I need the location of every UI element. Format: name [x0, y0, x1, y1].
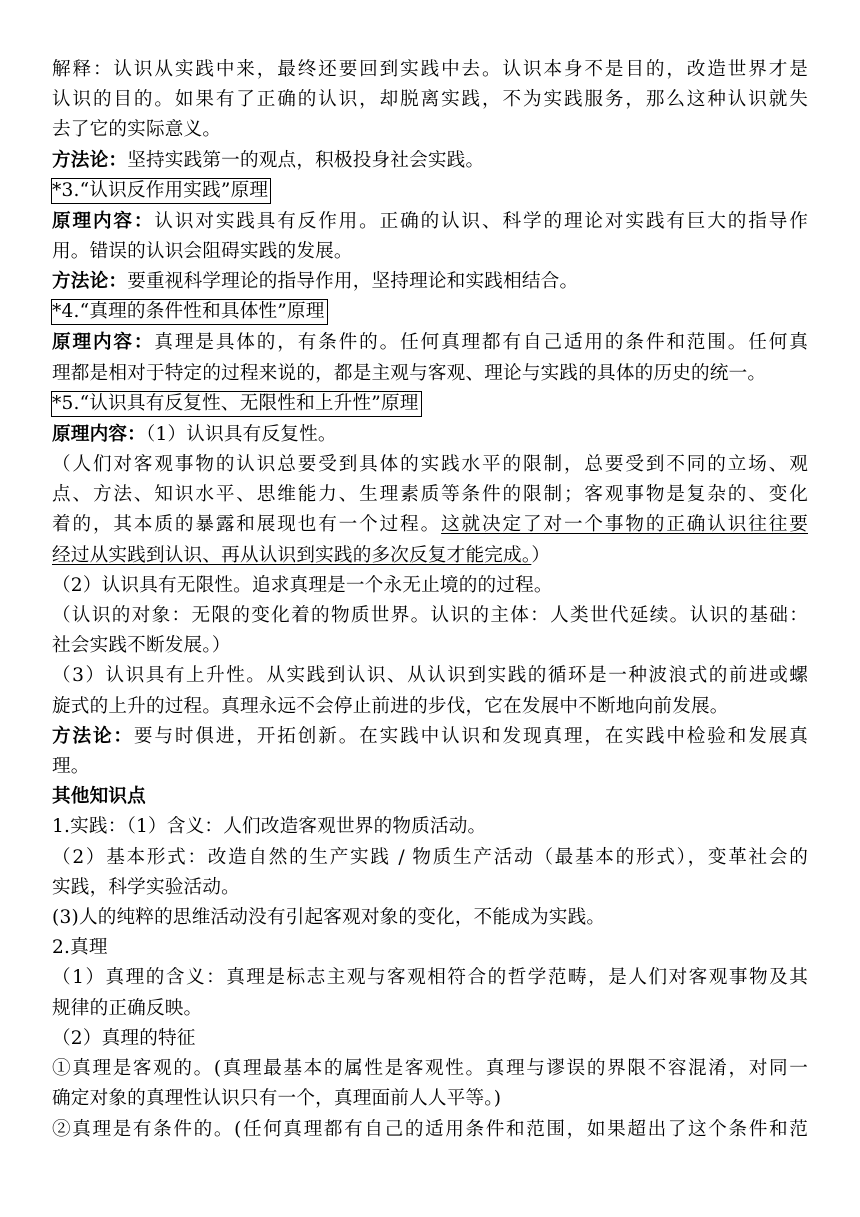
line-text: 理。 — [52, 756, 90, 778]
document-body — [52, 55, 808, 1145]
text-line — [52, 146, 808, 176]
line-text: （2）基本形式：改造自然的生产实践 / 物质生产活动（最基本的形式），变革社会的 — [52, 846, 808, 868]
section-heading-box: *3.“认识反作用实践”原理 — [51, 178, 271, 204]
line-text: 认识对实践具有反作用。正确的认识、科学的理论对实践有巨大的指导作 — [154, 210, 808, 232]
text-line — [52, 692, 808, 722]
line-text: (3)人的纯粹的思维活动没有引起客观对象的变化，不能成为实践。 — [52, 907, 606, 929]
bold-label: 原理内容： — [52, 210, 155, 232]
line-text: ②真理是有条件的。(任何真理都有自己的适用条件和范围，如果超出了这个条件和范 — [52, 1118, 808, 1140]
text-line — [52, 571, 808, 601]
line-text: 真理是具体的，有条件的。任何真理都有自己适用的条件和范围。任何真 — [154, 332, 808, 354]
text-line — [52, 207, 808, 237]
line-text: 1.实践：（1）含义：人们改造客观世界的物质活动。 — [52, 816, 487, 838]
line-text: （1）认识具有反复性。 — [145, 423, 337, 445]
line-text: 坚持实践第一的观点，积极投身社会实践。 — [127, 149, 485, 171]
line-text: 确定对象的真理性认识只有一个，真理面前人人平等。) — [52, 1088, 502, 1110]
text-line — [52, 1084, 808, 1114]
bold-label: 方法论： — [52, 271, 128, 293]
line-text: 规律的正确反映。 — [52, 997, 203, 1019]
text-line — [52, 328, 808, 358]
line-text: （认识的对象：无限的变化着的物质世界。认识的主体：人类世代延续。认识的基础： — [52, 605, 808, 627]
text-line — [52, 601, 808, 631]
line-text: 2.真理 — [52, 937, 108, 959]
text-line — [52, 176, 808, 207]
text-line — [52, 843, 808, 873]
line-text: ①真理是客观的。(真理最基本的属性是客观性。真理与谬误的界限不容混淆，对同一 — [52, 1058, 808, 1080]
text-line — [52, 994, 808, 1024]
line-text: 旋式的上升的过程。真理永远不会停止前进的步伐，它在发展中不断地向前发展。 — [52, 695, 729, 717]
text-line — [52, 115, 808, 145]
line-text: 点、方法、知识水平、思维能力、生理素质等条件的限制；客观事物是复杂的、变化 — [52, 484, 808, 506]
line-text: 理都是相对于特定的过程来说的，都是主观与客观、理论与实践的具体的历史的统一。 — [52, 362, 767, 384]
text-line — [52, 450, 808, 480]
text-line — [52, 722, 808, 752]
text-line — [52, 1115, 808, 1145]
text-line — [52, 1024, 808, 1054]
underlined-text: 这就决定了对一个事物的正确认识往往要 — [441, 514, 808, 536]
text-line — [52, 85, 808, 115]
line-text: （人们对客观事物的认识总要受到具体的实践水平的限制，总要受到不同的立场、观 — [52, 454, 808, 476]
line-text: （1）真理的含义：真理是标志主观与客观相符合的哲学范畴，是人们对客观事物及其 — [52, 967, 808, 989]
line-text: 认识的目的。如果有了正确的认识，却脱离实践，不为实践服务，那么这种认识就失 — [52, 89, 808, 111]
bold-label: 原理内容： — [52, 423, 146, 445]
line-text: 用。错误的认识会阻碍实践的发展。 — [52, 241, 353, 263]
bold-label: 其他知识点 — [52, 786, 146, 808]
line-text: 要重视科学理论的指导作用，坚持理论和实践相结合。 — [127, 271, 579, 293]
text-line — [52, 389, 808, 420]
line-text: 要与时俱进，开拓创新。在实践中认识和发现真理，在实践中检验和发展真 — [133, 725, 808, 747]
line-text-after: ） — [531, 544, 551, 566]
text-line — [52, 873, 808, 903]
section-heading-box: *5.“认识具有反复性、无限性和上升性”原理 — [51, 391, 422, 417]
line-text: 解释：认识从实践中来，最终还要回到实践中去。认识本身不是目的，改造世界才是 — [52, 59, 808, 80]
text-line — [52, 297, 808, 328]
line-text: 社会实践不断发展。） — [52, 635, 231, 657]
bold-label: 方法论： — [52, 725, 134, 747]
text-line — [52, 359, 808, 389]
text-line — [52, 752, 808, 782]
line-text: （2）认识具有无限性。追求真理是一个永无止境的的过程。 — [52, 574, 553, 596]
line-text: 着的，其本质的暴露和展现也有一个过程。 — [52, 514, 442, 536]
text-line — [52, 812, 808, 842]
text-line — [52, 510, 808, 540]
bold-label: 原理内容： — [52, 332, 155, 354]
text-line — [52, 963, 808, 993]
section-heading-box: *4.“真理的条件性和具体性”原理 — [51, 299, 328, 325]
text-line — [52, 1054, 808, 1084]
text-line — [52, 661, 808, 691]
line-text: 实践，科学实验活动。 — [52, 876, 240, 898]
text-line — [52, 420, 808, 450]
line-text: （3）认识具有上升性。从实践到认识、从认识到实践的循环是一种波浪式的前进或螺 — [52, 665, 808, 687]
underlined-text: 经过从实践到认识、再从认识到实践的多次反复才能完成。 — [52, 544, 532, 566]
line-text: （2）真理的特征 — [52, 1027, 196, 1049]
text-line — [52, 933, 808, 963]
text-line — [52, 782, 808, 812]
text-line — [52, 55, 808, 85]
text-line — [52, 903, 808, 933]
bold-label: 方法论： — [52, 149, 128, 171]
text-line — [52, 541, 808, 571]
text-line — [52, 267, 808, 297]
text-line — [52, 237, 808, 267]
text-line — [52, 480, 808, 510]
line-text: 去了它的实际意义。 — [52, 119, 222, 141]
text-line — [52, 631, 808, 661]
